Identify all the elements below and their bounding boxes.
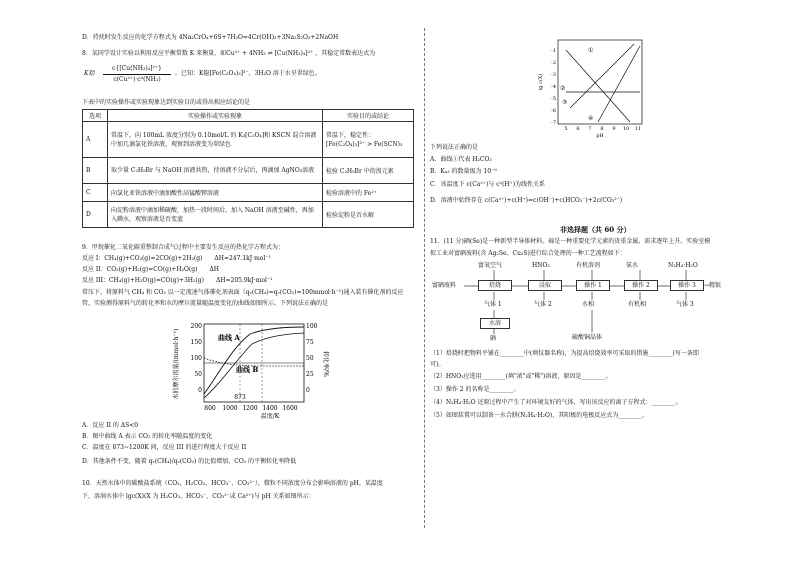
x-tick-1200: 1200 bbox=[242, 405, 258, 412]
q10-lead: 下列说法正确的是 bbox=[430, 144, 479, 151]
q11-sub-1b: 可)。 bbox=[430, 361, 445, 368]
ph-x-tick: 8 bbox=[600, 126, 604, 132]
ph-chart-frame bbox=[558, 40, 642, 124]
x-tick-1600: 1600 bbox=[282, 405, 298, 412]
x-tick-1000: 1000 bbox=[222, 405, 238, 412]
table-cell-operation: 向氯化亚铁溶液中滴加酸性高锰酸钾溶液 bbox=[108, 184, 323, 202]
y-right-tick-100: 100 bbox=[306, 323, 318, 330]
table-header-option: 选项 bbox=[83, 110, 108, 122]
ph-y-tick: -5 bbox=[551, 96, 556, 102]
ph-y-tick: -3 bbox=[551, 72, 556, 78]
experiment-table bbox=[82, 109, 414, 228]
flow-step-3: 操作 1 bbox=[576, 280, 610, 291]
q8-formula-numerator: c{[Cu(NH₃)₄]²⁺} bbox=[112, 65, 162, 72]
table-row bbox=[83, 122, 414, 158]
q10-option-b: B．Kₐ₂ 的数量级为 10⁻⁹ bbox=[430, 168, 497, 175]
table-cell-option: A bbox=[83, 122, 108, 158]
q11-sub-2: （2）HNO₃应选用________(填"浓"或"稀")溶液，原因是________。 bbox=[430, 373, 612, 380]
column-divider bbox=[424, 28, 425, 528]
fraction-bar bbox=[103, 74, 171, 75]
ph-y-ticks bbox=[551, 48, 556, 126]
table-cell-operation: 向淀粉溶液中滴加稀硫酸，加热一段时间后，加入 NaOH 溶液至碱性，再加入碘水，观察溶液是否变蓝 bbox=[108, 202, 323, 228]
x-ticks bbox=[204, 405, 298, 412]
y-axis-label-right: 转化率/% bbox=[322, 351, 329, 377]
y-tick-150: 150 bbox=[190, 339, 202, 346]
ph-curve-1 bbox=[566, 50, 630, 122]
table-cell-result: 检验淀粉是否水解 bbox=[323, 202, 414, 228]
q9-option-b: B．图中曲线 A 表示 CO₂ 的转化率随温度的变化 bbox=[82, 433, 213, 440]
table-row bbox=[83, 158, 414, 184]
ph-curve-label-3: ③ bbox=[562, 99, 568, 106]
ph-x-tick: 11 bbox=[634, 126, 642, 132]
q8-formula-denominator: c(Cu²⁺)·c⁴(NH₃) bbox=[113, 76, 161, 83]
ph-curve-3 bbox=[570, 44, 634, 108]
flow-start: 富硒废料 bbox=[432, 282, 457, 289]
table-row bbox=[83, 202, 414, 228]
q9-reaction-1: 反应 I：CH₄(g)+CO₂(g)=2CO(g)+2H₂(g) ΔH=247.1kJ·mol⁻¹ bbox=[82, 255, 271, 262]
y-tick-100: 100 bbox=[190, 355, 202, 362]
q11-intro-1: 11．(11 分)硒(Se)是一种新型半导体材料。碲是一种重要化学元素的贵重金属，需求逐年上升。实验室模 bbox=[430, 238, 711, 245]
flow-water-step: 水溶 bbox=[480, 318, 510, 329]
flow-gas-2: 气体 2 bbox=[534, 301, 552, 308]
ph-x-ticks bbox=[564, 126, 641, 132]
flow-gas-1: 气体 1 bbox=[484, 301, 502, 308]
flow-reagent-5: N₂H₄·H₂O bbox=[668, 262, 698, 269]
q9-reaction-2: 反应 II：CO₂(g)+H₂(g)=CO(g)+H₂O(g) ΔH bbox=[82, 266, 220, 273]
flow-reagent-1: 富氧空气 bbox=[478, 262, 503, 269]
flow-reagent-2: HNO₃ bbox=[532, 262, 550, 269]
q10-option-a: A．曲线①代表 H₂CO₃ bbox=[430, 156, 492, 163]
flow-step-1: 焙烧 bbox=[478, 280, 512, 291]
y-right-tick-75: 75 bbox=[306, 339, 314, 346]
flow-selenium: 硒 bbox=[490, 335, 497, 342]
flow-step-4: 操作 2 bbox=[624, 280, 658, 291]
curve-b-label: 曲线 B bbox=[236, 365, 259, 374]
q9-condition-2: 管，实验测得原料气的转化率和水的摩尔流量随温度变化的曲线如图所示。下列说法正确的是 bbox=[82, 300, 329, 307]
table-cell-result: 检验 C₂H₅Br 中的溴元素 bbox=[323, 158, 414, 184]
ph-curve-label-1: ① bbox=[588, 47, 594, 54]
y-right-tick-25: 25 bbox=[306, 371, 314, 378]
q10-option-d: D．溶液中始终存在 c(Ca²⁺)+c(H⁺)=c(OH⁻)+c(HCO₃⁻)+2c(CO₃²⁻) bbox=[430, 197, 623, 204]
ph-y-tick: -7 bbox=[551, 120, 556, 126]
x-tick-1400: 1400 bbox=[262, 405, 278, 412]
x-axis-label: 温度/K bbox=[260, 413, 280, 420]
q11-sub-1: （1）焙烧时把物料平铺在________中(填仪器名称)，为提高焙烧效率可采取的措施________(写一条即 bbox=[430, 350, 699, 357]
ph-y-label: lg c(X) bbox=[538, 73, 544, 91]
y-axis-label-left: 水的摩尔流量/(mmol·h⁻¹) bbox=[173, 328, 180, 400]
curve-a-label: 曲线 A bbox=[218, 333, 240, 342]
table-cell-option: B bbox=[83, 158, 108, 184]
table-header-operation: 实验操作或实验现象 bbox=[108, 110, 323, 122]
q9-option-c: C．温度在 873~1200K 间，反应 III 的进行程度大于反应 II bbox=[82, 444, 247, 451]
ph-y-tick: -4 bbox=[551, 84, 556, 90]
ph-x-label: pH bbox=[596, 133, 604, 138]
ph-chart bbox=[536, 36, 648, 138]
q11-sub-3: （3）操作 2 的名称是________。 bbox=[430, 386, 520, 393]
table-header-row bbox=[83, 110, 414, 122]
q8-table-lead: 下表中的实验操作或实验现象达到实验目的或得出相应结论的是 bbox=[82, 99, 251, 106]
flow-end: →精银 bbox=[704, 282, 722, 289]
q9-condition-1: 常压下，将原料气 CH₄ 和 CO₂ 以一定流速气体催化剂表面（qᵥ(CH₄)=qᵥ(CO₂)=100mmol·h⁻¹)通入装有催化剂的反应 bbox=[82, 289, 404, 296]
y-right-tick-0: 0 bbox=[306, 387, 310, 394]
q9-option-d: D．其他条件不变，随着 qᵥ(CH₄)/qᵥ(CO₂) 的比值增加，CO₂ 的平衡转化率降低 bbox=[82, 458, 297, 465]
table-cell-option: C bbox=[83, 184, 108, 202]
q11-intro-2: 拟工业对富硒废料(含 Ag₂Se、Cu₂S)进行综合处理的一种工艺流程如下： bbox=[430, 250, 626, 257]
q9-reaction-3: 反应 III：CH₄(g)+H₂O(g)=CO(g)+3H₂(g) ΔH=205.9kJ·mol⁻¹ bbox=[82, 277, 273, 284]
ph-y-tick: -2 bbox=[551, 60, 556, 66]
q11-sub-4: （4）N₂H₄·H₂O 还原过程中产生了对环境友好的气体，写出该反应的离子方程式：________。 bbox=[430, 399, 682, 406]
flow-reagent-4: 氨水 bbox=[626, 262, 639, 269]
table-cell-option: D bbox=[83, 202, 108, 228]
ph-x-tick: 10 bbox=[622, 126, 630, 132]
y-ticks-left bbox=[191, 323, 203, 394]
table-header-result: 实验目的或结论 bbox=[323, 110, 414, 122]
q9-option-a: A．反应 II 的 ΔS<0 bbox=[82, 422, 139, 429]
flow-aqueous: 水相 bbox=[582, 301, 595, 308]
ph-y-tick: -1 bbox=[551, 48, 556, 54]
flow-step-2: 浸取 bbox=[528, 280, 562, 291]
table-cell-operation: 取少量 C₂H₅Br 与 NaOH 溶液共热，待溶液不分层后，再滴加 AgNO₃溶液 bbox=[108, 158, 323, 184]
y-right-tick-50: 50 bbox=[306, 355, 314, 362]
x-tick-800: 800 bbox=[204, 405, 216, 412]
table-cell-operation: 常温下，向 100mL 浓度分别为 0.10mol/L 的 K₃[C₂O₄]和 KSCN 混合溶液中加几滴氯化铁溶液，观察到溶液变为翠绿色 bbox=[108, 122, 323, 158]
ph-y-tick: -6 bbox=[551, 108, 556, 114]
flow-arrows bbox=[432, 262, 762, 344]
flow-reagent-3: 有机溶剂 bbox=[576, 262, 601, 269]
ph-curve-label-4: ④ bbox=[588, 115, 594, 122]
ph-curve-label-2: ② bbox=[560, 85, 566, 92]
q11-sub-5: （5）如图装置可以制备一水合肼(N₂H₄·H₂O)，其阳极的电极反应式为________。 bbox=[430, 412, 649, 419]
process-flowchart bbox=[432, 262, 762, 344]
q8-intro: 8．某同学设计实验以利用反应平衡常数 K 来衡量，如Cu²⁺ + 4NH₃ ⇌ [Cu(NH₃)₄]²⁺ ，其稳定常数表达式为 bbox=[82, 50, 376, 57]
flow-step-5: 操作 3 bbox=[670, 280, 704, 291]
q10-option-c: C．该温度下 c(Ca²⁺)与 c²(H⁺)为线性关系 bbox=[430, 181, 546, 188]
table-row bbox=[83, 184, 414, 202]
conversion-chart bbox=[170, 312, 330, 420]
ph-curve-4 bbox=[598, 46, 640, 122]
y-tick-0: 0 bbox=[198, 387, 202, 394]
table-cell-result: 常温下，稳定性：[Fe(C₂O₄)₃]³⁻ > Fe(SCN)₃ bbox=[323, 122, 414, 158]
flow-gas-3: 气体 3 bbox=[676, 301, 694, 308]
q10-line-2: 下，溶洞水体中 lgc(X)(X 为 H₂CO₃、HCO₃⁻、CO₃²⁻或 Ca²⁺)与 pH 关系如图所示： bbox=[82, 493, 315, 500]
y-tick-50: 50 bbox=[194, 371, 202, 378]
ph-x-tick: 6 bbox=[576, 126, 580, 132]
q8-formula-tail: 。已知：K稳[Fe(C₂O₄)₃]³⁻，3H₂O 溶于水呈翠绿色。 bbox=[175, 70, 321, 77]
ph-x-tick: 9 bbox=[612, 126, 616, 132]
ph-x-tick: 7 bbox=[588, 126, 592, 132]
ph-x-tick: 5 bbox=[564, 126, 568, 132]
flow-organic: 有机相 bbox=[628, 301, 647, 308]
q7-option-d: D．持扰时发生反应的化学方程式为 4Na₂CrO₄+6S+7H₂O=4Cr(OH)₃+3Na₂S₂O₃+2NaOH bbox=[82, 34, 339, 41]
mark-873: 873 bbox=[234, 394, 246, 401]
y-ticks-right bbox=[306, 323, 318, 394]
q10-line-1: 10．天然水体中的碳酸盐系统（CO₂、H₂CO₃、HCO₃⁻、CO₃²⁻），微粒不同浓度分布会影响溶液的 pH。某温度 bbox=[82, 480, 383, 487]
y-tick-200: 200 bbox=[190, 323, 202, 330]
flow-crystal: 硫酸铜晶体 bbox=[572, 334, 603, 341]
q8-formula-k: K稳 bbox=[84, 70, 95, 77]
section-title: 非选择题（共 60 分） bbox=[560, 225, 631, 234]
table-cell-result: 检验溶液中的 Fe²⁺ bbox=[323, 184, 414, 202]
q9-intro: 9．甲烷催化二氧化碳重整制合成气过程中主要发生反应的热化学方程式为： bbox=[82, 244, 284, 251]
